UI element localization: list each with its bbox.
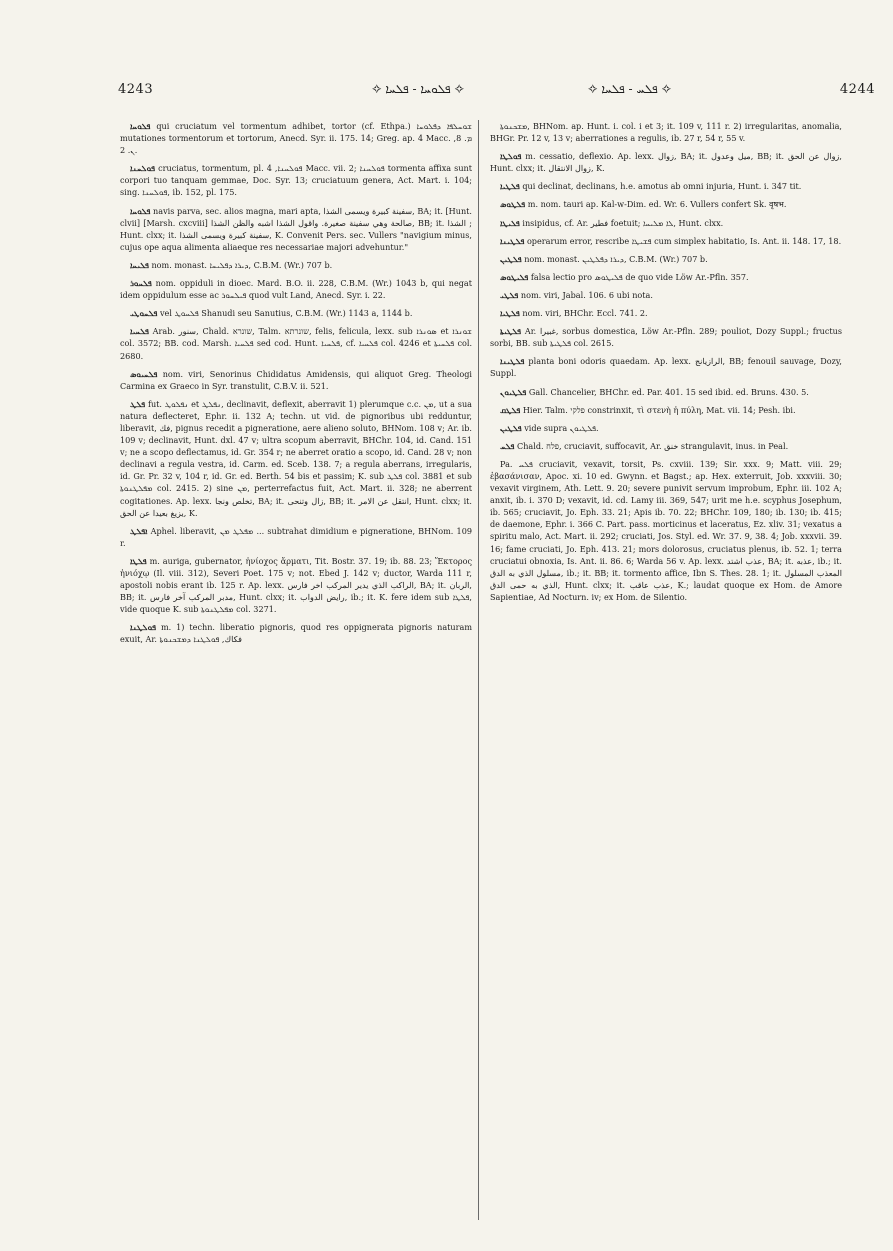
entry-definition: insipidus, cf. Ar. فطير foetuit; ܠܐ ܡܠܝܚܐ, Hunt. clxx. bbox=[522, 217, 724, 228]
entry-definition: Aphel. liberavit, ܡܦܠܛ ܡܢ ... subtrahat dimidium e pigneratione, BHNom. 109 r. bbox=[120, 525, 472, 548]
entry-headword: ܦܠܚ bbox=[500, 440, 515, 451]
entry-headword: ܐܦܠܛ bbox=[130, 525, 148, 536]
entry-headword: ܦܠܚܘܪ bbox=[130, 278, 152, 289]
entry-headword: ܦܠܛܝ bbox=[500, 289, 519, 300]
entry-definition: Arab. سنور, Chald. שונרא, Talm. שונרתא, felis, felicula, lexx. sub ܣܘܢܪܐ et ܫܘܢܪܐ col. 3572; BB. cod. Marsh. ܦܠܚܝܐ sed cod. Hunt. ܦܠܚܝܐ, cf. ܦܠܚܝܐ col. 4246 et ܦܠܚܝܬܐ col. 2680. bbox=[120, 326, 473, 361]
entry-definition: nom. monast. ܕܝܪܐ ܕܦܠܛܝܢ, C.B.M. (Wr.) 707 b. bbox=[524, 253, 708, 264]
entry-definition: m. nom. tauri ap. Kal-w-Dim. ed. Wr. 6. Vullers confert Sk. वृषभ. bbox=[527, 199, 787, 210]
entry-definition: planta boni odoris quaedam. Ap. lexx. الرازيانج, BB; fenouil sauvage, Dozy, Suppl. bbox=[490, 356, 842, 379]
entry-definition: Gall. Chancelier, BHChr. ed. Par. 401. 15 sed ibid. ed. Bruns. 430. 5. bbox=[528, 386, 809, 397]
dictionary-entry bbox=[120, 307, 472, 319]
entry-definition: ܡܫܟܢܘܬܐ, BHNom. ap. Hunt. i. col. i et 3; it. 109 v, 111 r. 2) irregularitas, anomalia, BHGr. Pr. 12 v, 13 v; aberrationes a regulis, ib. 27 r, 54 r, 55 v. bbox=[490, 121, 842, 144]
dictionary-entry bbox=[490, 253, 842, 265]
dictionary-entry bbox=[490, 307, 842, 319]
entry-headword: ܦܠܚܝܘܣ bbox=[130, 368, 158, 379]
entry-definition: navis parva, sec. alios magna, mari apta, سفينة كبيرة ويسمى الشذا, BA; it. [Hunt. clvii] [Marsh. cxcviii] صالحة وهي سفينة صغيرة. واقول الشذا اشبه والظن الشذا, BB; it. الشذا ; Hunt. clxx; it. سفينة كبيرة ويسمى الشذا, K. Convenit Pers. sec. Vullers "navigium minus, cujus ope aqua alimenta aliaeque res necessariae majori advehuntur." bbox=[120, 205, 472, 252]
entry-definition: cruciatus, tormentum, pl. ܦܘܠܚܢܐ, 4 Macc. vii. 2; ܦܘܠܚܢܐ tormenta affixa sunt corpori tuo tanquam gemmae, Doc. Syr. 13; cruciatuum genera, Act. Mart. i. 104; sing. ܦܘܠܚܢܐ, ib. 152, pl. 175. bbox=[120, 163, 472, 198]
column-divider bbox=[478, 120, 479, 1220]
entry-definition: nom. viri, BHChr. Eccl. 741. 2. bbox=[522, 308, 648, 319]
dictionary-entry bbox=[490, 325, 842, 349]
dictionary-entry bbox=[120, 205, 472, 253]
entry-definition: Hier. Talm. פלקי constrinxit, τὶ στενὴ ἡ πύλη, Mat. vii. 14; Pesh. ibi. bbox=[522, 404, 796, 415]
entry-headword: ܦܠܛܝܢ bbox=[500, 422, 522, 433]
running-head-right: ✧ ܦܠܚ - ܦܠܚܐ ✧ bbox=[588, 82, 672, 96]
dictionary-entry bbox=[490, 120, 842, 144]
dictionary-entry bbox=[490, 289, 842, 301]
dictionary-entry bbox=[120, 162, 472, 198]
entry-headword: ܦܠܛܝܐ bbox=[500, 308, 520, 319]
entry-headword: ܦܠܚܘܛܝ bbox=[130, 308, 158, 319]
entry-definition: operarum error, rescribe ܦܫܝܛܐ cum simplex habitatio, Is. Ant. ii. 148. 17, 18. bbox=[526, 235, 842, 246]
entry-headword: ܦܠܝܚܐ bbox=[130, 259, 149, 270]
entry-definition: vide supra ܦܠܛܝܘܢ. bbox=[524, 422, 599, 433]
entry-headword: ܦܘܠܛܢܐ bbox=[130, 622, 156, 633]
entry-headword: ܦܠܛܝܢܐ bbox=[500, 235, 525, 246]
entry-headword: ܦܠܛܘܣ bbox=[500, 199, 526, 210]
entry-headword: ܦܠܚܝܐ bbox=[130, 326, 149, 337]
dictionary-entry bbox=[490, 180, 842, 192]
entry-headword: ܦܠܘܚܐ bbox=[130, 205, 151, 216]
dictionary-entry bbox=[120, 398, 472, 519]
left-column bbox=[120, 120, 472, 652]
entry-headword: ܦܠܛܝܢܐ bbox=[500, 356, 525, 367]
dictionary-entry bbox=[490, 440, 842, 452]
dictionary-entry bbox=[120, 555, 472, 615]
entry-definition: nom. oppiduli in dioec. Mard. B.O. ii. 228, C.B.M. (Wr.) 1043 b, qui negat idem oppidulum esse ac ܦܝܠܚܘܪ quod vult Land, Anecd. Syr. i. 22. bbox=[120, 278, 472, 301]
entry-definition: nom. viri, Senorinus Chididatus Amidensis, qui aliquot Greg. Theologi Carmina ex Graeco in Syr. transtulit, C.B.V. ii. 521. bbox=[120, 368, 472, 391]
dictionary-entry bbox=[490, 386, 842, 398]
dictionary-entry bbox=[490, 355, 842, 379]
entry-headword: ܦܠܛܝܬܐ bbox=[500, 326, 522, 337]
right-column bbox=[490, 120, 842, 609]
entry-definition: falsa lectio pro ܦܠܝܛܘܣ de quo vide Löw Ar.-Pfln. 357. bbox=[530, 271, 749, 282]
dictionary-entry bbox=[120, 120, 472, 156]
page-number-left: 4243 bbox=[118, 82, 154, 97]
running-head-left: ✧ ܦܠܘܚܐ - ܦܠܚܐ ✧ bbox=[372, 82, 465, 96]
page-header bbox=[0, 0, 893, 120]
dictionary-entry bbox=[490, 198, 842, 210]
dictionary-entry bbox=[490, 404, 842, 416]
dictionary-entry bbox=[120, 325, 472, 361]
dictionary-entry bbox=[490, 422, 842, 434]
dictionary-entry bbox=[490, 150, 842, 174]
dictionary-entry bbox=[120, 259, 472, 271]
entry-definition: nom. monast. ܕܝܪܐ ܕܦܠܝܚܐ, C.B.M. (Wr.) 707 b. bbox=[151, 259, 333, 270]
dictionary-entry bbox=[490, 235, 842, 247]
entry-definition: m. auriga, gubernator, ἡνίοχος ἄρματι, Tit. Bostr. 37. 19; ib. 88. 23; Ἕκτορος ἡνιόχῳ (Il. viii. 312), Severi Poet. 175 v; not. Ebed J. 142 v; ductor, Warda 111 r, apostoli nobis erant ib. 125 r. Ap. lexx. الراكب الذي يدير المركب اخر فارس, BA; it. الربان, BB; it. مدبر المركب آخر فارس, Hunt. clxx; it. رايض الدواب, ib.; it. K. fere idem sub ܦܠܛܐ, vide quoque K. sub ܡܦܠܛܢܘܬܐ col. 3271. bbox=[120, 555, 473, 615]
entry-definition: Chald. פלח, cruciavit, suffocavit, Ar. خنق strangulavit, inus. in Peal. bbox=[517, 440, 789, 451]
dictionary-entry bbox=[490, 271, 842, 283]
dictionary-entry bbox=[120, 525, 472, 549]
entry-definition: nom. viri, Jabal. 106. 6 ubi nota. bbox=[520, 289, 653, 300]
entry-definition: Pa. ܦܠܚ cruciavit, vexavit, torsit, Ps. cxviii. 139; Sir. xxx. 9; Matt. viii. 29; ἐβασάνισαν, Apoc. xi. 10 ed. Gwynn. et Bagst.; ap. Hex. exterruit, Job. xxxviii. 30; vexavit virginem, Ath. Lett. 9. 20; severe punivit servum improbum, Ephr. iii. 102 A; anxit, ib. i. 370 D; vexavit, id. cd. Lamy iii. 369, 547; urit me h.e. scyphus Josephum, ib. 565; cruciavit, Jo. Eph. 33. 21; Apis ib. 70. 22; BHChr. 109, 180; ib. 130; ib. 415; de daemone, Ephr. i. 366 C. Part. pass. morticinus et laceratus, Ez. xliv. 31; vexatus a spiritu malo, Act. Mart. ii. 292; cruciati, Jos. Styl. ed. Wr. 37. 9, 38. 4; Job. xxxvii. 39. 16; fame cruciati, Jo. Eph. 413. 21; mors dolorosus, cruciatus plenus, ib. 52. 1; terra cruciatui obnoxia, Is. Ant. ii. 86. 6; Warda 56 v. Ap. lexx. عذب اشتد, BA; it. عذبه, ib.; it. مسلول الذي به الدق, ib.; it. BB; it. tormento affice, Ibn S. Thes. 28. 1; it. المعذب المسلول الذي به حمى الدق, Hunt. clxx; it. عذب عاقب, K.; laudat quoque ex Hom. de Amore Sapientiae, Ad Nocturn. iv; ex Hom. de Silentio. bbox=[490, 458, 843, 602]
dictionary-entry bbox=[120, 368, 472, 392]
dictionary-entry bbox=[120, 621, 472, 645]
entry-definition: qui cruciatum vel tormentum adhibet, tortor (cf. Ethpa.) ܫܘܚܠܦܐ ܕܦܠܘܚܐ mutationes tormentorum et tortorum, Anecd. Syr. ii. 175. 14; Greg. ap. 4 Macc. ܡ. 8, ܢ. 2. bbox=[120, 121, 473, 156]
entry-definition: qui declinat, declinans, h.e. amotus ab omni injuria, Hunt. i. 347 tit. bbox=[522, 181, 802, 192]
entry-headword: ܦܠܛܩ bbox=[500, 404, 521, 415]
entry-headword: ܦܠܛܝܢ bbox=[500, 253, 522, 264]
dictionary-entry bbox=[120, 277, 472, 301]
entry-headword: ܦܠܛܝܐ bbox=[500, 181, 520, 192]
page-number-right: 4244 bbox=[839, 82, 875, 97]
entry-headword: ܦܠܘܚܐ bbox=[130, 121, 151, 131]
entry-definition: vel ܦܠܚܘܛ Shanudi seu Sanutius, C.B.M. (Wr.) 1143 a, 1144 b. bbox=[159, 308, 413, 319]
entry-definition: Ar. غبيرا, sorbus domestica, Löw Ar.-Pfln. 289; pouliot, Dozy Suppl.; fructus sorbi, BB. sub ܦܠܛܝܬܐ col. 2615. bbox=[490, 326, 842, 349]
entry-headword: ܦܠܛܝܘܢ bbox=[500, 386, 527, 397]
entry-headword: ܦܠܛܐ bbox=[130, 555, 147, 566]
entry-definition: m. cessatio, deflexio. Ap. lexx. زوال, BA; it. ميل وعدول, BB; it. زوال عن الحق, Hunt. clxx; it. زوال الانتقال, K. bbox=[490, 151, 842, 174]
entry-headword: ܦܠܛ bbox=[130, 398, 146, 409]
entry-headword: ܦܠܝܛܐ bbox=[500, 217, 520, 228]
entry-headword: ܦܘܠܛܐ bbox=[500, 151, 522, 162]
entry-definition: m. 1) techn. liberatio pignoris, quod res oppignerata pignoris naturam exuit, Ar. فكاك, ܦܘܠܛܢܐ ܕܡܫܟܢܘܬܐ bbox=[120, 622, 473, 645]
dictionary-entry bbox=[490, 458, 842, 603]
entry-headword: ܦܠܝܛܘܣ bbox=[500, 271, 529, 282]
dictionary-entry bbox=[490, 217, 842, 229]
entry-headword: ܦܘܠܚܢܐ bbox=[130, 163, 156, 174]
entry-definition: fut. ܢܦܠܘܛ et ܢܦܠܛ, declinavit, deflexit, aberravit 1) plerumque c.c. ܡܢ, ut a sua natura deflecteret, Ephr. ii. 132 A; techn. ut vid. de pignoribus ubi redduntur, liberavit, فك, pignus recedit a pigneratione, aere alieno soluto, BHNom. 108 v; Ar. ib. 109 v; declinavit, Hunt. dxl. 47 v; ultra scopum aberravit, BHChr. 104, id. Cand. 151 v; ne a scopo deflectamus, id. Gr. 354 r; ne aberret oratio a scopo, id. Cand. 28 v; non declinavi a regula vestra, id. Carm. ed. Sceb. 138. 7; a regula aberrans, irregularis, id. Gr. Pr. 32 v, 104 r, id. Gr. ed. Berth. 54 bis et passim; K. sub ܦܠܛ col. 3881 et sub ܡܦܠܛܢܘܬܐ col. 2415. 2) sine ܡܢ, perterrefactus fuit, Act. Mart. ii. 328; ne aberrent cogitationes. Ap. lexx. تخلص ونجا, BA; it. زال وتنحى, BB; it. انتقل عن الامر, Hunt. clxx; it. يزيغ بعيدا عن الحق, K. bbox=[120, 398, 473, 518]
